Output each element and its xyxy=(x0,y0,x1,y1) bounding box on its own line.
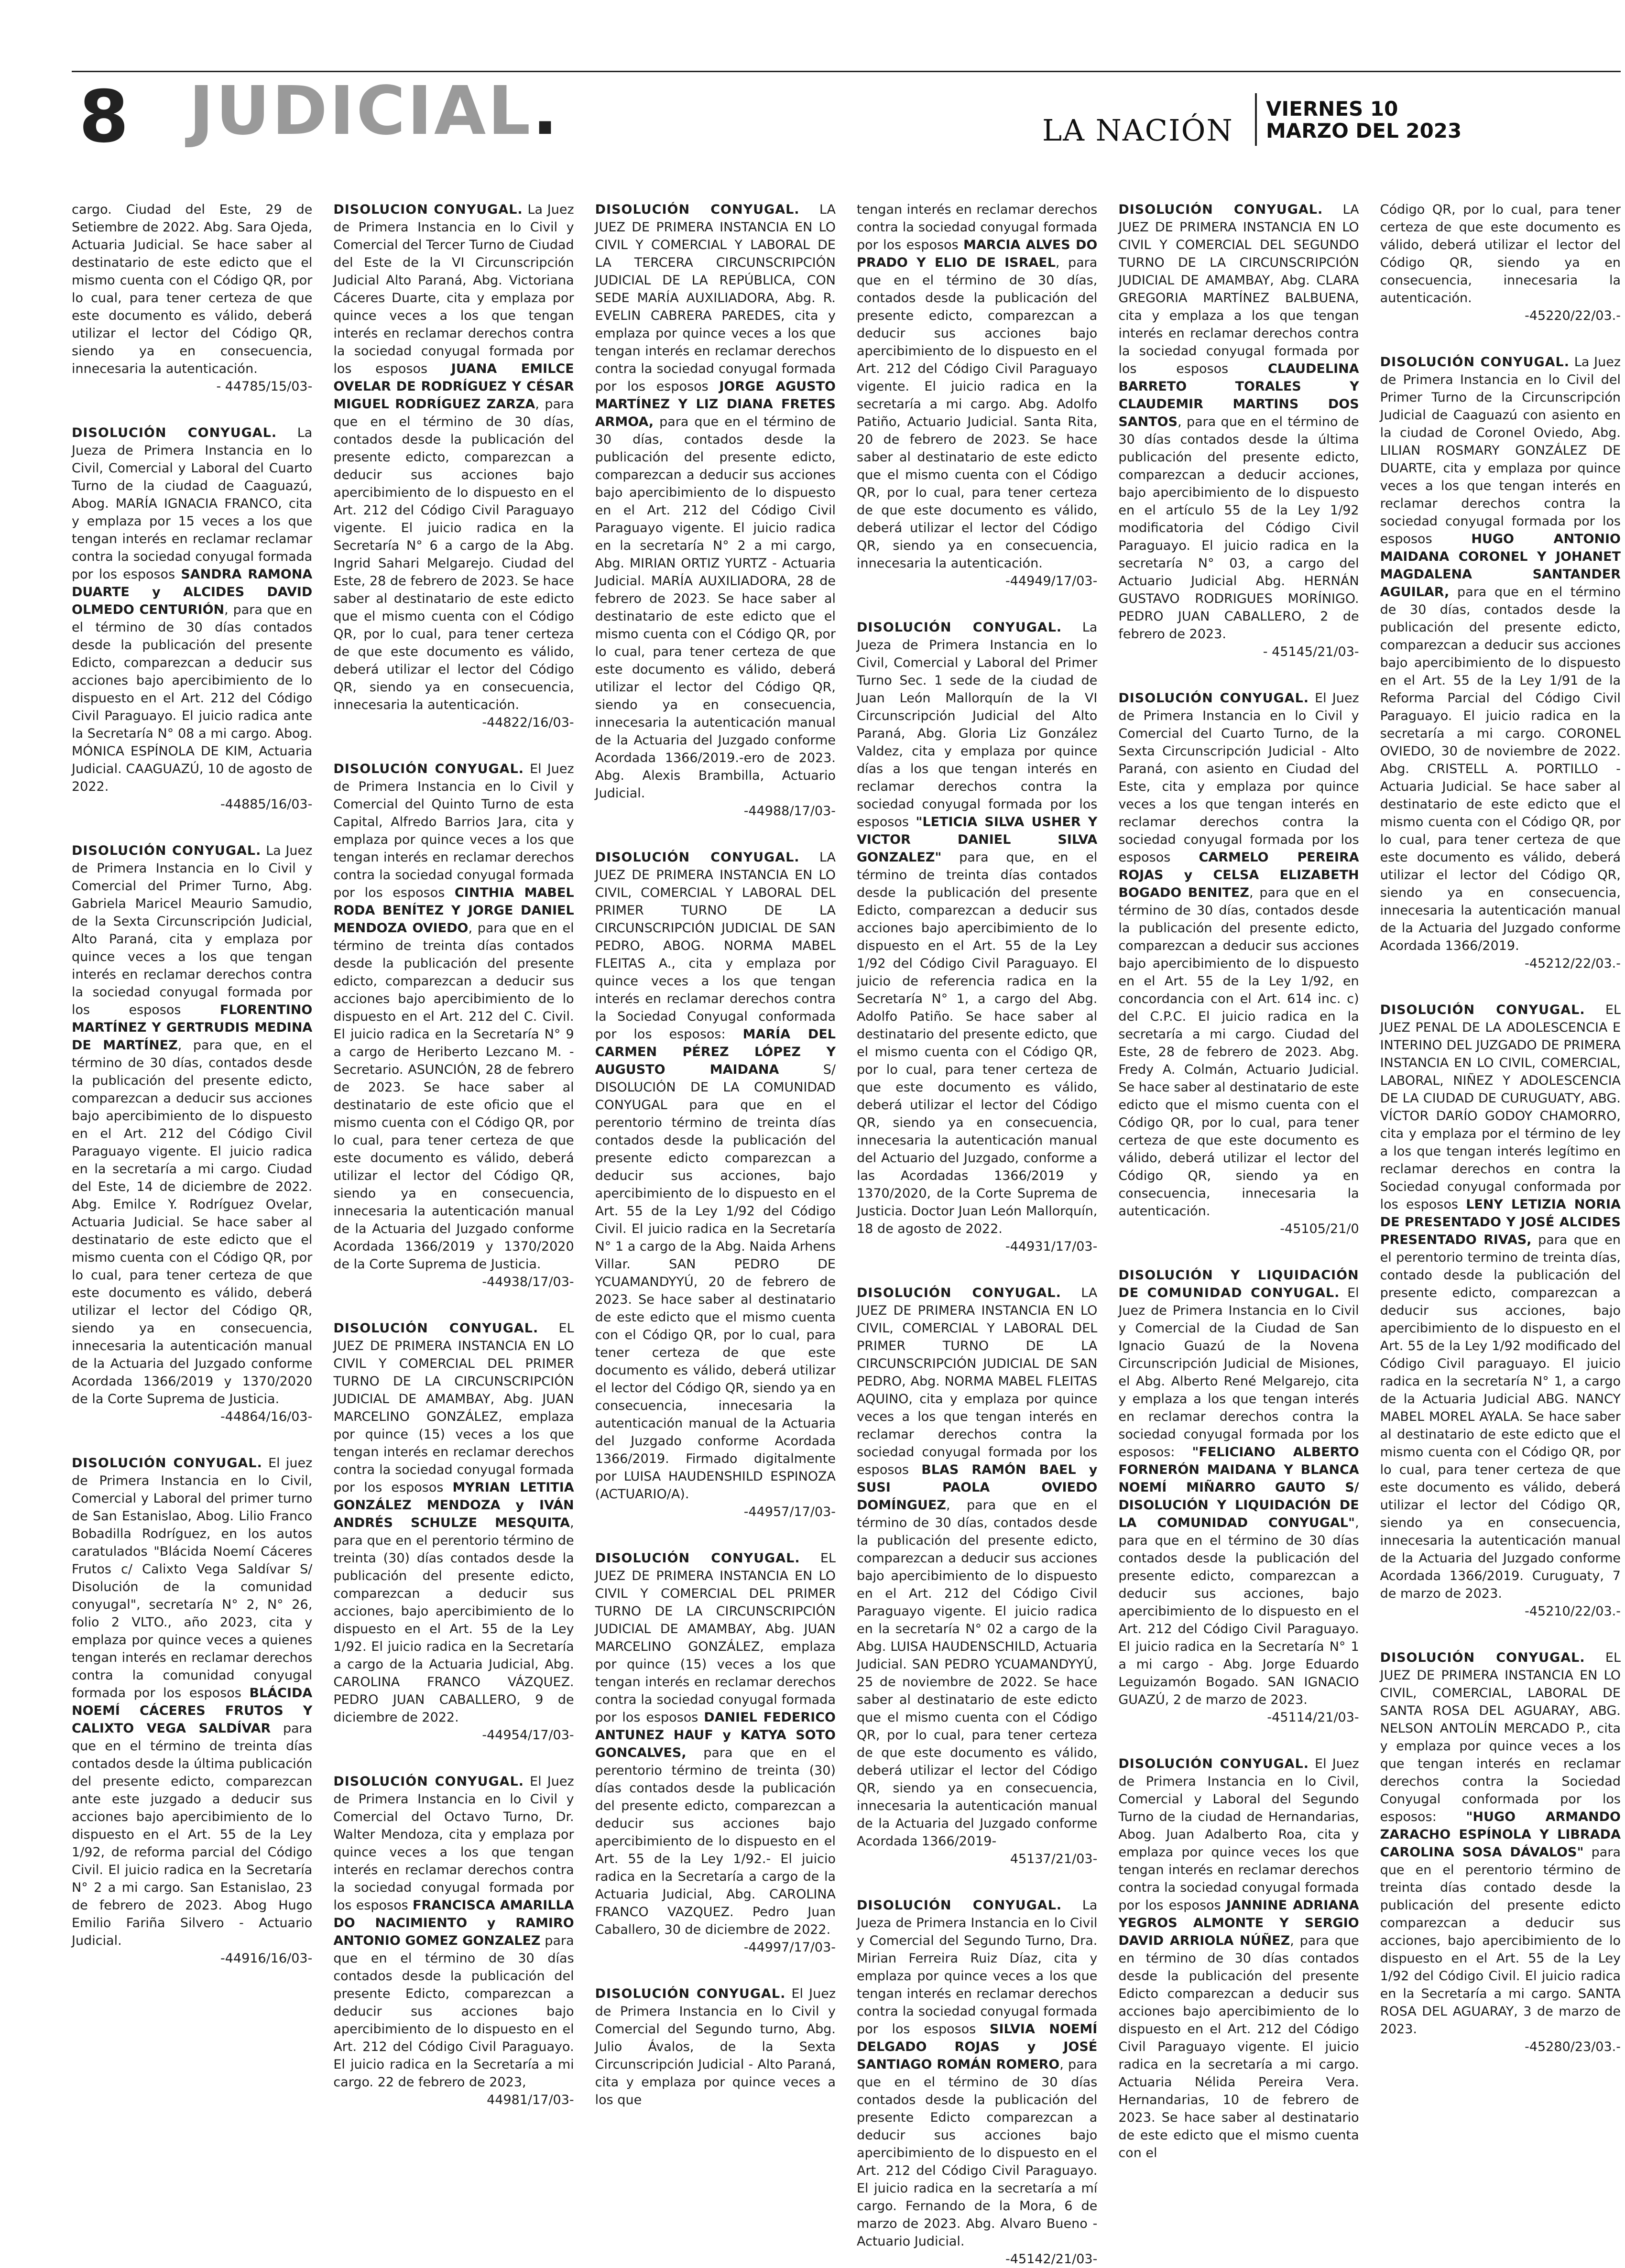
notice-reference-number: 44981/17/03- xyxy=(487,2093,574,2107)
notice-body xyxy=(1380,1001,1621,1620)
notice-heading: DISOLUCIÓN CONYUGAL. xyxy=(1118,202,1323,217)
notice-reference-number: -45220/22/03.- xyxy=(1525,308,1621,323)
notice-reference-number: -44885/16/03- xyxy=(220,797,313,812)
notice-text: El juez de Primera Instancia en lo Civil, Comercial y Laboral del primer turno de San Estanislao, Abog. Lilio Franco Bobadilla Rodríguez, en los autos caratulados "Blácida Noemí Cáceres Frutos c/ Calixto Vega Saldívar S/ Disolución de la comunidad conyugal", secretaría N° 2, N° 26, folio 2 VLTO., año 2023, cita y emplaza por quince veces a quienes tengan interés en reclamar derechos contra la comunidad conyugal formada por los esposos xyxy=(72,1456,313,1701)
notice-text: El Juez de Primera Instancia en lo Civil y Comercial del Segundo turno, Abg. Julio Ávalos, de la Sexta Circunscripción Judicial - Alto Paraná, cita y emplaza por quince veces a los que xyxy=(595,1986,836,2107)
column-2 xyxy=(333,201,574,2107)
notice-party-names: CARMELO PEREIRA ROJAS y CELSA ELIZABETH BOGADO BENITEZ xyxy=(1118,850,1359,900)
legal-notice xyxy=(333,1773,574,2109)
notice-heading: DISOLUCIÓN CONYUGAL. xyxy=(72,425,277,440)
notice-party-names: "HUGO ARMANDO ZARACHO ESPÍNOLA Y LIBRADA CAROLINA SOSA DÁVALOS" xyxy=(1380,1810,1621,1860)
notice-text-continued: , para que en el término de treinta días contados desde la publicación del presente edicto, comparezcan a deducir sus acciones bajo apercibimiento de lo dispuesto en el Art. 212 del C. Civil. El juicio radica en la Secretaría N° 9 a cargo de Heriberto Lezcano M. - Secretario. ASUNCIÓN, 28 de febrero de 2023. Se hace saber al destinatario de este oficio que el mismo cuenta con el Código QR, por lo cual, para tener certeza de que este documento es válido, deberá utilizar el lector del Código QR, siendo ya en consecuencia, innecesaria la autenticación manual de la Actuaria del Juzgado conforme Acordada 1366/2019 y 1370/2020 de la Corte Suprema de Justicia. xyxy=(333,921,574,1272)
notice-text: La Jueza de Primera Instancia en lo Civil, Comercial y Laboral del Primer Turno Sec. 1 sede de la ciudad de Juan León Mallorquín de la VI Circunscripción Judicial del Alto Paraná, Abg. Gloria Liz González Valdez, cita y emplaza por quince días a los que tengan interés en reclamar derechos contra la sociedad conyugal formada por los esposos xyxy=(857,620,1098,829)
notice-party-names: CINTHIA MABEL RODA BENÍTEZ Y JORGE DANIEL MENDOZA OVIEDO xyxy=(333,885,574,936)
notice-text-continued: , para que en el perentorio término de treinta (30) días contados desde la publicación del presente edicto, comparezcan a deducir sus acciones, bajo apercibimiento de lo dispuesto en el Art. 55 de la Ley 1/92. El juicio radica en la Secretaría a cargo de la Actuaria Judicial, Abg. CAROLINA FRANCO VÁZQUEZ. PEDRO JUAN CABALLERO, 9 de diciembre de 2022. xyxy=(333,1516,574,1725)
notice-text: tengan interés en reclamar derechos contra la sociedad conyugal formada por los esposos xyxy=(857,202,1098,252)
notice-text: LA JUEZ DE PRIMERA INSTANCIA EN LO CIVIL Y COMERCIAL Y LABORAL DE LA TERCERA CIRCUNSCRIPCIÓN JUDICIAL DE LA REPÚBLICA, CON SEDE MARÍA AUXILIADORA, Abg. R. EVELIN CABRERA PAREDES, cita y emplaza por quince veces a los que tengan interés en reclamar derechos contra la sociedad conyugal formada por los esposos xyxy=(595,202,836,394)
notice-heading: DISOLUCIÓN CONYUGAL. xyxy=(1380,355,1570,370)
notice-reference-number: 45137/21/03- xyxy=(1010,1852,1098,1866)
newspaper-logo: LA NACIÓN xyxy=(1042,113,1233,148)
issue-date-line1: VIERNES 10 xyxy=(1266,97,1398,120)
notice-party-names: SANDRA RAMONA DUARTE y ALCIDES DAVID OLMEDO CENTURIÓN xyxy=(72,567,313,617)
notice-text-continued: para que en el perentorio término de treinta días contado desde la publicación del presente edicto comparezcan a deducir sus acciones, bajo apercibimiento de lo dispuesto en el Art. 55 de la Ley 1/92 del Código Civil. El juicio radica en la Secretaría a mi cargo. SANTA ROSA DEL AGUARAY, 3 de marzo de 2023. xyxy=(1380,1845,1621,2037)
notice-body xyxy=(333,1773,574,2109)
notice-body xyxy=(595,1549,836,1956)
notice-text-continued: para que en el término de 30 días, contados desde la publicación del presente edicto, comparezcan a deducir sus acciones bajo apercibimiento de lo dispuesto en el Art. 212 del Código Civil Paraguayo vigente. El juicio radica en la secretaría N° 2 a mi cargo, Abg. MIRIAN ORTIZ YURTZ - Actuaria Judicial. MARÍA AUXILIADORA, 28 de febrero de 2023. Se hace saber al destinatario de este edicto que el mismo cuenta con el Código QR, por lo cual, para tener certeza de que este documento es válido, deberá utilizar el lector del Código QR, siendo ya en consecuencia, innecesaria la autenticación manual de la Actuaria del Juzgado conforme Acordada 1366/2019.-ero de 2023. Abg. Alexis Brambilla, Actuario Judicial. xyxy=(595,414,836,801)
notice-party-names: LENY LETIZIA NORIA DE PRESENTADO Y JOSÉ ALCIDES PRESENTADO RIVAS, xyxy=(1380,1197,1621,1247)
notice-party-names: BLAS RAMÓN BAEL y SUSI PAOLA OVIEDO DOMÍNGUEZ xyxy=(857,1462,1098,1513)
legal-notice xyxy=(595,1549,836,1956)
notice-body xyxy=(333,1319,574,1744)
notice-text: EL JUEZ DE PRIMERA INSTANCIA EN LO CIVIL Y COMERCIAL DEL PRIMER TURNO DE LA CIRCUNSCRIPCIÓN JUDICIAL DE AMAMBAY, Abg. JUAN MARCELINO GONZÁLEZ, emplaza por quince (15) veces a los que tengan interés en reclamar derechos contra la sociedad conyugal formada por los esposos xyxy=(595,1551,836,1725)
legal-notice xyxy=(72,842,312,1426)
notice-party-names: CLAUDELINA BARRETO TORALES Y CLAUDEMIR MARTINS DOS SANTOS xyxy=(1118,361,1359,429)
notice-text-continued: , para que en el término de 30 días, contados desde la publicación del presente edicto, comparezcan a deducir sus acciones bajo apercibimiento de lo dispuesto en el Art. 212 del Código Civil Paraguayo vigente. El juicio radica en la Secretaría N° 6 a cargo de la Abg. Ingrid Sahari Melgarejo. Ciudad del Este, 28 de febrero de 2023. Se hace saber al destinatario de este edicto que el mismo cuenta con el Código QR, por lo cual, para tener certeza de que este documento es válido, deberá utilizar el lector del Código QR, siendo ya en consecuencia, innecesaria la autenticación. xyxy=(333,397,574,712)
legal-notice xyxy=(595,849,836,1521)
legal-notice xyxy=(72,201,312,395)
legal-notice xyxy=(1118,1755,1359,2162)
notice-text-continued: para que, en el término de treinta días contados desde la publicación del presente Edicto, comparezcan a deducir sus acciones bajo apercibimiento de lo dispuesto en el Art. 55 de la Ley 1/92 del Código Civil Paraguayo. El juicio de referencia radica en la Secretaría N° 1, a cargo del Abg. Adolfo Patiño. Se hace saber al destinatario del presente edicto, que el mismo cuenta con el Código QR, por lo cual, para tener certeza de que este documento es válido, deberá utilizar el lector del Código QR, siendo ya en consecuencia, innecesaria la autenticación manual del Actuario del Juzgado, conforme a las Acordadas 1366/2019 y 1370/2020, de la Corte Suprema de Justicia. Doctor Juan León Mallorquín, 18 de agosto de 2022. xyxy=(857,850,1098,1236)
notice-text-continued: para que en el perentorio termino de treinta días, contado desde la publicación del presente edicto, comparezcan a deducir sus acciones, bajo apercibimiento de lo dispuesto en el Art. 55 de la Ley 1/92 modificado del Código Civil paraguayo. El juicio radica en la secretaría N° 1, a cargo de la Actuaria Judicial ABG. NANCY MABEL MOREL AYALA. Se hace saber al destinatario de este edicto que el mismo cuenta con el Código QR, por lo cual, para tener certeza de que este documento es válido, deberá utilizar el lector del Código QR, siendo ya en consecuencia, innecesaria la autenticación manual de la Actuaria del Juzgado conforme Acordada 1366/2019. Curuguaty, 7 de marzo de 2023. xyxy=(1380,1232,1621,1601)
notice-party-names: FRANCISCA AMARILLA DO NACIMIENTO y RAMIRO ANTONIO GOMEZ GONZALEZ xyxy=(333,1898,574,1948)
notice-body xyxy=(857,1897,1097,2268)
notice-party-names: FLORENTINO MARTÍNEZ Y GERTRUDIS MEDINA DE MARTÍNEZ xyxy=(72,1003,313,1053)
notice-body xyxy=(333,201,574,731)
notice-party-names: JUANA EMILCE OVELAR DE RODRÍGUEZ Y CÉSAR MIGUEL RODRÍGUEZ ZARZA xyxy=(333,361,574,412)
notice-text: La Juez de Primera Instancia en lo Civil y Comercial del Primer Turno, Abg. Gabriela Maricel Meaurio Samudio, de la Sexta Circunscripción Judicial, Alto Paraná, cita y emplaza por quince veces a los que tengan interés en reclamar derechos contra la sociedad conyugal formada por los esposos xyxy=(72,843,313,1017)
notice-heading: DISOLUCIÓN CONYUGAL. xyxy=(595,1986,786,2001)
notice-text: Código QR, por lo cual, para tener certeza de que este documento es válido, deberá utilizar el lector del Código QR, siendo ya en consecuencia, innecesaria la autenticación. xyxy=(1380,202,1621,305)
section-title-dot: . xyxy=(532,72,560,150)
notice-reference-number: - 45145/21/03- xyxy=(1263,644,1359,659)
notice-reference-number: -44822/16/03- xyxy=(482,715,574,730)
notice-text: La Jueza de Primera Instancia en lo Civil, Comercial y Laboral del Cuarto Turno de la ciudad de Caaguazú, Abog. MARÍA IGNACIA FRANCO, cita y emplaza por 15 veces a los que tengan interés en reclamar reclamar contra la sociedad conyugal formada por los esposos xyxy=(72,425,313,582)
notice-party-names: MYRIAN LETITIA GONZÁLEZ MENDOZA y IVÁN ANDRÉS SCHULZE MESQUITA xyxy=(333,1480,574,1530)
notice-text: La Juez de Primera Instancia en lo Civil del Primer Turno de la Circunscripción Judicial de Caaguazú con asiento en la ciudad de Coronel Oviedo, Abg. LILIAN ROSMARY GONZÁLEZ DE DUARTE, cita y emplaza por quince veces a los que tengan interés en reclamar derechos contra la sociedad conyugal formada por los esposos xyxy=(1380,355,1621,546)
notice-reference-number: -44916/16/03- xyxy=(220,1951,313,1966)
notice-heading: DISOLUCIÓN CONYUGAL. xyxy=(333,1774,524,1789)
notice-text: La Juez de Primera Instancia en lo Civil y Comercial del Tercer Turno de Ciudad del Este de la VI Circunscripción Judicial Alto Paraná, Abg. Victoriana Cáceres Duarte, cita y emplaza por quince veces a los que tengan interés en reclamar derechos contra la sociedad conyugal formada por los esposos xyxy=(333,202,574,376)
notice-text: EL JUEZ PENAL DE LA ADOLESCENCIA E INTERINO DEL JUZGADO DE PRIMERA INSTANCIA EN LO CIVIL, COMERCIAL, LABORAL, NIÑEZ Y ADOLESCENCIA DE LA CIUDAD DE CURUGUATY, ABG. VÍCTOR DARÍO GODOY CHAMORRO, cita y emplaza por el término de ley a los que tengan interés legítimo en reclamar derechos en contra la Sociedad conyugal conformada por los esposos xyxy=(1380,1003,1621,1212)
legal-notice xyxy=(595,1985,836,2109)
notices-columns xyxy=(72,201,1621,2267)
issue-date-line2: MARZO DEL 2023 xyxy=(1266,119,1462,142)
notice-text-continued: para que en el término de 30 días, contados desde la publicación del presente edicto, comparezcan a deducir sus acciones bajo apercibimiento de lo dispuesto en el Art. 55 de la Ley 1/91 de la Reforma Parcial del Código Civil Paraguayo. El juicio radica en la secretaría a mi cargo. CORONEL OVIEDO, 30 de noviembre de 2022. Abg. CRISTELL A. PORTILLO - Actuaria Judicial. Se hace saber al destinatario de este edicto que el mismo cuenta con el Código QR, por lo cual, para tener certeza de que este documento es válido, deberá utilizar el lector del Código QR, siendo ya en consecuencia, innecesaria la autenticación manual de la Actuaria del Juzgado conforme Acordada 1366/2019. xyxy=(1380,585,1621,953)
notice-text-continued: S/ DISOLUCIÓN DE LA COMUNIDAD CONYUGAL para que en el perentorio término de treinta días contados desde la publicación del presente edicto comparezcan a deducir sus acciones, bajo apercibimiento de lo dispuesto en el Art. 55 de la Ley 1/92 del Código Civil. El juicio radica en la Secretaría N° 1 a cargo de la Abg. Naida Arhens Villar. SAN PEDRO DE YCUAMANDYYÚ, 20 de febrero de 2023. Se hace saber al destinatario de este edicto que el mismo cuenta con el Código QR, por lo cual, para tener certeza de que este documento es válido, deberá utilizar el lector del Código QR, siendo ya en consecuencia, innecesaria la autenticación manual de la Actuaria del Juzgado conforme Acordada 1366/2019. Firmado digitalmente por LUISA HAUDENSHILD ESPINOZA (ACTUARIO/A). xyxy=(595,1062,836,1502)
notice-text-continued: , para que en el término de 30 días contados desde la publicación del presente Edicto, comparezcan a deducir sus acciones bajo apercibimiento de lo dispuesto en el Art. 212 del Código Civil Paraguayo. El juicio radica ante la Secretaría N° 08 a mi cargo. Abog. MÓNICA ESPÍNOLA DE KIM, Actuaria Judicial. CAAGUAZÚ, 10 de agosto de 2022. xyxy=(72,602,313,794)
legal-notice xyxy=(1380,1001,1621,1620)
notice-text: cargo. Ciudad del Este, 29 de Setiembre de 2022. Abg. Sara Ojeda, Actuaria Judicial. Se hace saber al destinatario de este edicto que el mismo cuenta con el Código QR, por lo cual, para tener certeza de que este documento es válido, deberá utilizar el lector del Código QR, siendo ya en consecuencia, innecesaria la autenticación. xyxy=(72,202,313,376)
legal-notice xyxy=(1118,689,1359,1238)
notice-heading: DISOLUCIÓN CONYUGAL. xyxy=(595,202,800,217)
notice-heading: DISOLUCIÓN CONYUGAL. xyxy=(595,1551,800,1566)
notice-text: El Juez de Primera Instancia en lo Civil y Comercial del Octavo Turno, Dr. Walter Mendoza, cita y emplaza por quince veces a los que tengan interés en reclamar derechos contra la sociedad conyugal formada por los esposos xyxy=(333,1774,574,1913)
column-3 xyxy=(595,201,836,2107)
notice-heading: DISOLUCIÓN CONYUGAL. xyxy=(1118,1756,1309,1771)
notice-heading: DISOLUCIÓN CONYUGAL. xyxy=(1118,691,1309,706)
notice-body xyxy=(333,760,574,1291)
notice-body xyxy=(1118,201,1359,661)
notice-heading: DISOLUCIÓN CONYUGAL. xyxy=(333,1321,539,1336)
notice-heading: DISOLUCIÓN CONYUGAL. xyxy=(1380,1650,1585,1665)
notice-text-continued: para que en el término de treinta días contados desde la última publicación del presente edicto, comparezcan ante este juzgado a deducir sus acciones bajo apercibimiento de lo dispuesto en el Art. 55 de la Ley 1/92, de reforma parcial del Código Civil. El juicio radica en la Secretaría N° 2 a mi cargo. San Estanislao, 23 de febrero de 2023. Abog Hugo Emilio Fariña Silvero - Actuario Judicial. xyxy=(72,1721,313,1948)
notice-body xyxy=(857,1284,1097,1868)
notice-text-continued: para que en el término de 30 días contados desde la publicación del presente Edicto, comparezcan a deducir sus acciones bajo apercibimiento de lo dispuesto en el Art. 212 del Código Civil Paraguayo. El juicio radica en la Secretaría a mi cargo. 22 de febrero de 2023, xyxy=(333,1933,574,2090)
page-number: 8 xyxy=(79,76,129,159)
notice-text: EL JUEZ DE PRIMERA INSTANCIA EN LO CIVIL, COMERCIAL, LABORAL DE SANTA ROSA DEL AGUARAY, ABG. NELSON ANTOLÍN MERCADO P., cita y emplaza por quince veces a los que tengan interés en reclamar derechos contra la Sociedad Conyugal conformada por los esposos: xyxy=(1380,1650,1621,1824)
legal-notice xyxy=(1380,201,1621,325)
notice-text: LA JUEZ DE PRIMERA INSTANCIA EN LO CIVIL Y COMERCIAL DEL SEGUNDO TURNO DE LA CIRCUNSCRIPCIÓN JUDICIAL DE AMAMBAY, Abg. CLARA GREGORIA MARTÍNEZ BALBUENA, cita y emplaza a los que tengan interés en reclamar derechos contra la sociedad conyugal formada por los esposos xyxy=(1118,202,1359,376)
legal-notice xyxy=(857,201,1097,590)
notice-text-continued: para que en el perentorio término de treinta (30) días contados desde la publicación del presente edicto, comparezcan a deducir sus acciones bajo apercibimiento de lo dispuesto en el Art. 55 de la Ley 1/92.- El juicio radica en la Secretaría a cargo de la Actuaria Judicial, Abg. CAROLINA FRANCO VAZQUEZ. Pedro Juan Caballero, 30 de diciembre de 2022. xyxy=(595,1745,836,1937)
notice-text-continued: , para que en el término de 30 días, contados desde la publicación del presente edicto, comparezcan a deducir sus acciones bajo apercibimiento de lo dispuesto en el Art. 55 de la Ley 1/92, en concordancia con el Art. 614 inc. c) del C.P.C. El juicio radica en la secretaría a mi cargo. Ciudad del Este, 28 de febrero de 2023. Abg. Fredy A. Colmán, Actuario Judicial. Se hace saber al destinatario de este edicto que el mismo cuenta con el Código QR, por lo cual, para tener certeza de que este documento es válido, deberá utilizar el lector del Código QR, siendo ya en consecuencia, innecesaria la autenticación. xyxy=(1118,885,1359,1219)
notice-heading: DISOLUCIÓN CONYUGAL. xyxy=(72,1456,262,1471)
notice-heading: DISOLUCION CONYUGAL. xyxy=(333,202,523,217)
notice-text: El Juez de Primera Instancia en lo Civil y Comercial de la Ciudad de San Ignacio Guazú de la Novena Circunscripción Judicial de Misiones, el Abg. Alberto René Melgarejo, cita y emplaza a los que tengan interés en reclamar derechos contra la sociedad conyugal formada por los esposos: xyxy=(1118,1286,1359,1460)
notice-body xyxy=(1118,1266,1359,1726)
legal-notice xyxy=(1118,1266,1359,1726)
notice-heading: DISOLUCIÓN CONYUGAL. xyxy=(1380,1003,1585,1017)
notice-heading: DISOLUCIÓN CONYUGAL. xyxy=(857,1898,1062,1913)
notice-party-names: MARÍA DEL CARMEN PÉREZ LÓPEZ Y AUGUSTO MAIDANA xyxy=(595,1027,836,1077)
notice-party-names: SILVIA NOEMÍ DELGADO ROJAS y JOSÉ SANTIAGO ROMÁN ROMERO xyxy=(857,2022,1098,2072)
issue-date xyxy=(1266,98,1461,142)
notice-body xyxy=(1118,689,1359,1238)
legal-notice xyxy=(857,1897,1097,2268)
notice-party-names: DANIEL FEDERICO ANTUNEZ HAUF y KATYA SOTO GONCALVES, xyxy=(595,1710,836,1760)
notice-body xyxy=(1380,201,1621,325)
legal-notice xyxy=(72,424,312,813)
notice-party-names: HUGO ANTONIO MAIDANA CORONEL Y JOHANET MAGDALENA SANTANDER AGUILAR, xyxy=(1380,532,1621,600)
notice-party-names: JANNINE ADRIANA YEGROS ALMONTE Y SERGIO DAVID ARRIOLA NÚÑEZ xyxy=(1118,1898,1359,1948)
notice-text: LA JUEZ DE PRIMERA INSTANCIA EN LO CIVIL, COMERCIAL Y LABORAL DEL PRIMER TURNO DE LA CIRCUNSCRIPCIÓN JUDICIAL DE SAN PEDRO, Abg. NORMA MABEL FLEITAS AQUINO, cita y emplaza por quince veces a los que tengan interés en reclamar derechos contra la sociedad conyugal formada por los esposos xyxy=(857,1286,1098,1477)
notice-reference-number: -44949/17/03- xyxy=(1005,574,1098,589)
notice-body xyxy=(72,1454,312,1967)
legal-notice xyxy=(333,1319,574,1744)
legal-notice xyxy=(1380,353,1621,972)
notice-heading: DISOLUCIÓN Y LIQUIDACIÓN DE COMUNIDAD CONYUGAL. xyxy=(1118,1268,1359,1300)
notice-reference-number: -44988/17/03- xyxy=(743,804,836,818)
legal-notice xyxy=(857,619,1097,1255)
notice-reference-number: -44957/17/03- xyxy=(743,1505,836,1519)
notice-body xyxy=(595,849,836,1521)
notice-text-continued: , para que en el término de 30 días contados desde la última publicación del presente edicto, comparezcan a deducir acciones, bajo apercibimiento de lo dispuesto en el artículo 55 de la Ley 1/92 modificatoria del Código Civil Paraguayo. El juicio radica en la secretaría N° 03, a cargo del Actuario Judicial Abg. HERNÁN GUSTAVO RODRIGUES MORÍNIGO. PEDRO JUAN CABALLERO, 2 de febrero de 2023. xyxy=(1118,414,1359,642)
notice-body xyxy=(595,201,836,820)
notice-reference-number: -45114/21/03- xyxy=(1267,1710,1359,1725)
column-5 xyxy=(1118,201,1359,2160)
notice-body xyxy=(1380,1649,1621,2056)
notice-text: El Juez de Primera Instancia en lo Civil, Comercial y Laboral del Segundo Turno de la ciudad de Hernandarias, Abog. Juan Adalberto Roa, cita y emplaza por quince veces los que tengan interés en reclamar derechos contra la sociedad conyugal formada por los esposos xyxy=(1118,1756,1359,1913)
notice-body xyxy=(72,424,312,813)
section-title xyxy=(189,72,560,150)
notice-heading: DISOLUCIÓN CONYUGAL. xyxy=(72,843,262,858)
notice-text-continued: , para que en término de 30 días contados desde la publicación del presente Edicto comparezcan a deducir sus acciones bajo apercibimiento de lo dispuesto en el Art. 212 del Código Civil Paraguayo vigente. El juicio radica en la secretaría a mi cargo. Actuaria Nélida Pereira Vera. Hernandarias, 10 de febrero de 2023. Se hace saber al destinatario de este edicto que el mismo cuenta con el xyxy=(1118,1933,1359,2160)
notice-reference-number: -44997/17/03- xyxy=(743,1940,836,1955)
notice-heading: DISOLUCIÓN CONYUGAL. xyxy=(333,762,524,776)
notice-party-names: "LETICIA SILVA USHER Y VICTOR DANIEL SILVA GONZALEZ" xyxy=(857,815,1098,865)
notice-reference-number: -45142/21/03- xyxy=(1005,2252,1098,2267)
notice-reference-number: -44864/16/03- xyxy=(220,1409,313,1424)
column-6 xyxy=(1380,201,1621,2056)
notice-text-continued: , para que, en el término de 30 días, contados desde la publicación del presente edicto, comparezcan a deducir sus acciones bajo apercibimiento de lo dispuesto en el Art. 212 del Código Civil Paraguayo vigente. El juicio radica en la secretaría a mi cargo. Ciudad del Este, 14 de diciembre de 2022. Abg. Emilce Y. Rodríguez Ovelar, Actuaria Judicial. Se hace saber al destinatario de este edicto que el mismo cuenta con el Código QR, por lo cual, para tener certeza de que este documento es válido, deberá utilizar el lector del Código QR, siendo ya en consecuencia, innecesaria la autenticación manual de la Actuaria del Juzgado conforme Acordada 1366/2019 y 1370/2020 de la Corte Suprema de Justicia. xyxy=(72,1038,313,1407)
notice-heading: DISOLUCIÓN CONYUGAL. xyxy=(857,1286,1061,1300)
legal-notice xyxy=(72,1454,312,1967)
notice-body xyxy=(857,619,1097,1255)
notice-party-names: MARCIA ALVES DO PRADO Y ELIO DE ISRAEL xyxy=(857,238,1098,270)
notice-heading: DISOLUCIÓN CONYUGAL. xyxy=(595,850,800,865)
legal-notice xyxy=(857,1284,1097,1868)
legal-notice xyxy=(1118,201,1359,661)
notice-party-names: BLÁCIDA NOEMÍ CÁCERES FRUTOS Y CALIXTO VEGA SALDÍVAR xyxy=(72,1686,313,1736)
notice-reference-number: -45212/22/03.- xyxy=(1525,956,1621,971)
notice-text: La Jueza de Primera Instancia en lo Civil y Comercial del Segundo Turno, Dra. Mirian Ferreira Ruiz Díaz, cita y emplaza por quince veces a los que tengan interés en reclamar derechos contra la sociedad conyugal formada por los esposos xyxy=(857,1898,1098,2037)
notice-reference-number: -44938/17/03- xyxy=(482,1275,574,1289)
notice-text: LA JUEZ DE PRIMERA INSTANCIA EN LO CIVIL, COMERCIAL Y LABORAL DEL PRIMER TURNO DE LA CIRCUNSCRIPCIÓN JUDICIAL DE SAN PEDRO, ABOG. NORMA MABEL FLEITAS A., cita y emplaza por quince veces a los que tengan interés en reclamar derechos contra la Sociedad Conyugal conformada por los esposos: xyxy=(595,850,836,1042)
notice-party-names: "FELICIANO ALBERTO FORNERÓN MAIDANA Y BLANCA NOEMÍ MIÑARRO GAUTO S/ DISOLUCIÓN Y LIQUIDACIÓN DE LA COMUNIDAD CONYUGAL" xyxy=(1118,1445,1359,1530)
masthead-separator xyxy=(1255,93,1257,146)
notice-party-names: JORGE AGUSTO MARTÍNEZ Y LIZ DIANA FRETES ARMOA, xyxy=(595,379,836,429)
notice-body xyxy=(857,201,1097,590)
notice-text-continued: , para que en el término de 30 días contados desde la publicación del presente Edicto comparezcan a deducir sus acciones bajo apercibimiento de lo dispuesto en el Art. 212 del Código Civil Paraguayo. El juicio radica en la secretaría a mí cargo. Fernando de la Mora, 6 de marzo de 2023. Abg. Alvaro Bueno - Actuario Judicial. xyxy=(857,2057,1098,2249)
notice-body xyxy=(72,842,312,1426)
notice-reference-number: -45280/23/03.- xyxy=(1525,2039,1621,2054)
notice-body xyxy=(595,1985,836,2109)
column-4 xyxy=(857,201,1098,2267)
notice-text-continued: , para que en el término de 30 días, contados desde la publicación del presente edicto, comparezcan a deducir sus acciones bajo apercibimiento de lo dispuesto en el Art. 212 del Código Civil Paraguayo vigente. El juicio radica en la secretaría a mi cargo. Abg. Adolfo Patiño, Actuario Judicial. Santa Rita, 20 de febrero de 2023. Se hace saber al destinatario de este edicto que el mismo cuenta con el Código QR, por lo cual, para tener certeza de que este documento es válido, deberá utilizar el lector del Código QR, siendo ya en consecuencia, innecesaria la autenticación. xyxy=(857,255,1098,571)
notice-text: El Juez de Primera Instancia en lo Civil y Comercial del Cuarto Turno, de la Sexta Circunscripción Judicial - Alto Paraná, con asiento en Ciudad del Este, cita y emplaza por quince veces a los que tengan interés en reclamar derechos contra la sociedad conyugal formada por los esposos xyxy=(1118,691,1359,865)
legal-notice xyxy=(333,201,574,731)
notice-reference-number: -44954/17/03- xyxy=(482,1728,574,1743)
notice-text: El Juez de Primera Instancia en lo Civil y Comercial del Quinto Turno de esta Capital, Alfredo Barrios Jara, cita y emplaza por quince veces a los que tengan interés en reclamar derechos contra la sociedad conyugal formada por los esposos xyxy=(333,762,574,900)
notice-body xyxy=(72,201,312,395)
notice-reference-number: -45210/22/03.- xyxy=(1525,1604,1621,1619)
notice-body xyxy=(1118,1755,1359,2162)
notice-reference-number: -44931/17/03- xyxy=(1005,1239,1098,1254)
section-title-text: JUDICIAL xyxy=(189,72,533,150)
notice-heading: DISOLUCIÓN CONYUGAL. xyxy=(857,620,1062,635)
notice-text-continued: , para que en el término de 30 días contados desde la publicación del presente edicto, comparezcan a deducir sus acciones, bajo apercibimiento de lo dispuesto en el Art. 212 del Código Civil Paraguayo. El juicio radica en la Secretaría N° 1 a mi cargo - Abg. Jorge Eduardo Leguizamón Bogado. SAN IGNACIO GUAZÚ, 2 de marzo de 2023. xyxy=(1118,1516,1359,1707)
notice-text-continued: , para que en el término de 30 días, contados desde la publicación del presente edicto, comparezcan a deducir sus acciones bajo apercibimiento de lo dispuesto en el Art. 212 del Código Civil Paraguayo vigente. El juicio radica en la secretaría N° 02 a cargo de la Abg. LUISA HAUDENSCHILD, Actuaria Judicial. SAN PEDRO YCUAMANDYYÚ, 25 de noviembre de 2022. Se hace saber al destinatario de este edicto que el mismo cuenta con el Código QR, por lo cual, para tener certeza de que este documento es válido, deberá utilizar el lector del Código QR, siendo ya en consecuencia, innecesaria la autenticación manual de la Actuaria del Juzgado conforme Acordada 1366/2019- xyxy=(857,1498,1098,1849)
notice-text: EL JUEZ DE PRIMERA INSTANCIA EN LO CIVIL Y COMERCIAL DEL PRIMER TURNO DE LA CIRCUNSCRIPCIÓN JUDICIAL DE AMAMBAY, Abg. JUAN MARCELINO GONZÁLEZ, emplaza por quince (15) veces a los que tengan interés en reclamar derechos contra la sociedad conyugal formada por los esposos xyxy=(333,1321,574,1495)
notice-reference-number: -45105/21/0 xyxy=(1280,1221,1359,1236)
legal-notice xyxy=(333,760,574,1291)
notice-reference-number: - 44785/15/03- xyxy=(216,379,313,394)
legal-notice xyxy=(595,201,836,820)
column-1 xyxy=(72,201,312,2056)
notice-body xyxy=(1380,353,1621,972)
legal-notice xyxy=(1380,1649,1621,2056)
